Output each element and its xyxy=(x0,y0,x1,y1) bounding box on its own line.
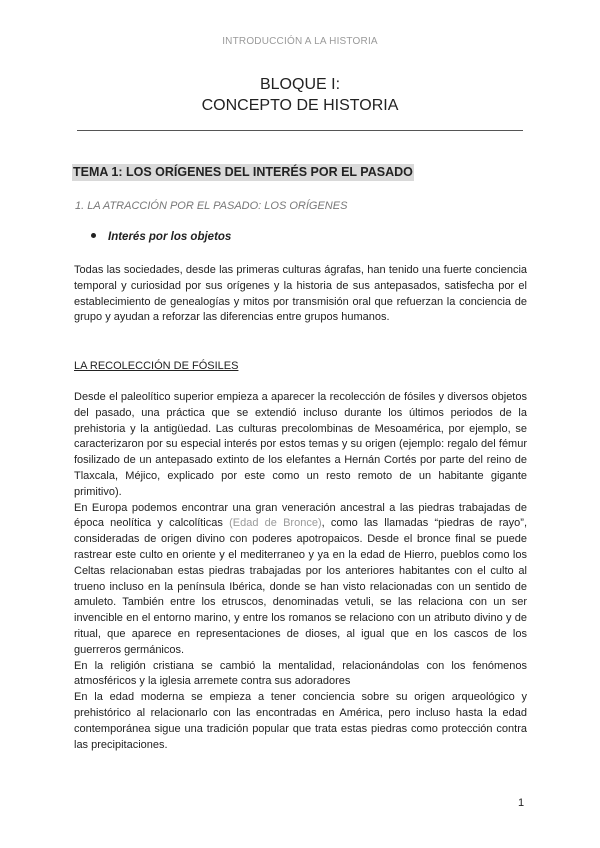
bullet-item xyxy=(91,231,231,243)
bullet-dot-icon xyxy=(91,233,96,238)
page-number: 1 xyxy=(518,797,525,809)
block-title xyxy=(0,74,600,116)
running-header: INTRODUCCIÓN A LA HISTORIA xyxy=(222,36,378,47)
section-heading: 1. LA ATRACCIÓN POR EL PASADO: LOS ORÍGENES xyxy=(75,200,348,212)
body-paragraph: Desde el paleolítico superior empieza a aparecer la recolección de fósiles y diversos objetos del pasado, una práctica que se extendió incluso durante los últimos periodos de la prehistoria y la antigüedad. Las culturas precolombinas de Mesoamérica, por ejemplo, se caracterizaron por su especial interés por estos temas y su origen (ejemplo: regalo del fémur fosilizado de un antepasado extinto de los elefantes a Hernán Cortés por parte del reino de Tlaxcala, Méjico, explicado por este como un resto remoto de un habitante gigante primitivo). xyxy=(74,391,527,498)
body-text-span: En Europa podemos encontrar una gran veneración ancestral a las piedras trabajadas de época neolítica y calcolíticas xyxy=(74,501,527,530)
body-text-span: , como las llamadas “piedras de rayo”, consideradas de origen divino con poderes apotropaicos. Desde el bronce final se puede rastrear este culto en oriente y el mediterraneo y ya en la edad de Hierro, pueblos como los Celtas relacionaban estas piedras trabajadas por los anteriores habitantes con el culto al trueno incluso en la península Ibérica, donde se han visto relacionadas con un sentido de amuleto. También entre los etruscos, denominadas vetuli, se las relaciona con un ser invencible en el entorno marino, y entre los romanos se relaciono con un atributo divino y de ritual, que aparece en representaciones de dioses, al igual que en los cascos de los guerreros germánicos. xyxy=(74,517,527,656)
body-paragraph: En la religión cristiana se cambió la mentalidad, relacionándolas con los fenómenos atmosféricos y la iglesia arremete contra sus adoradores xyxy=(74,659,527,688)
body-grey-span: (Edad de Bronce) xyxy=(229,517,322,530)
body-paragraph: En la edad moderna se empieza a tener conciencia sobre su origen arqueológico y prehistórico al relacionarlo con las encontradas en América, pero incluso hasta la edad contemporánea sigue una tradición popular que trata estas piedras como protección contra las precipitaciones. xyxy=(74,691,527,751)
horizontal-rule xyxy=(77,130,523,131)
body-paragraph xyxy=(74,501,527,659)
block-title-line2: CONCEPTO DE HISTORIA xyxy=(201,97,399,114)
body-text xyxy=(74,390,527,753)
intro-paragraph: Todas las sociedades, desde las primeras culturas ágrafas, han tenido una fuerte conciencia temporal y curiosidad por sus orígenes y la historia de sus antepasados, satisfecha por el establecimiento de genealogías y mitos por transmisión oral que refuerzan la conciencia de grupo y ayudan a reforzar las diferencias entre grupos humanos. xyxy=(74,264,527,324)
subheading: LA RECOLECCIÓN DE FÓSILES xyxy=(74,360,239,372)
bullet-label: Interés por los objetos xyxy=(108,231,232,243)
tema-heading: TEMA 1: LOS ORÍGENES DEL INTERÉS POR EL PASADO xyxy=(73,165,413,179)
block-title-line1: BLOQUE I: xyxy=(259,76,341,93)
